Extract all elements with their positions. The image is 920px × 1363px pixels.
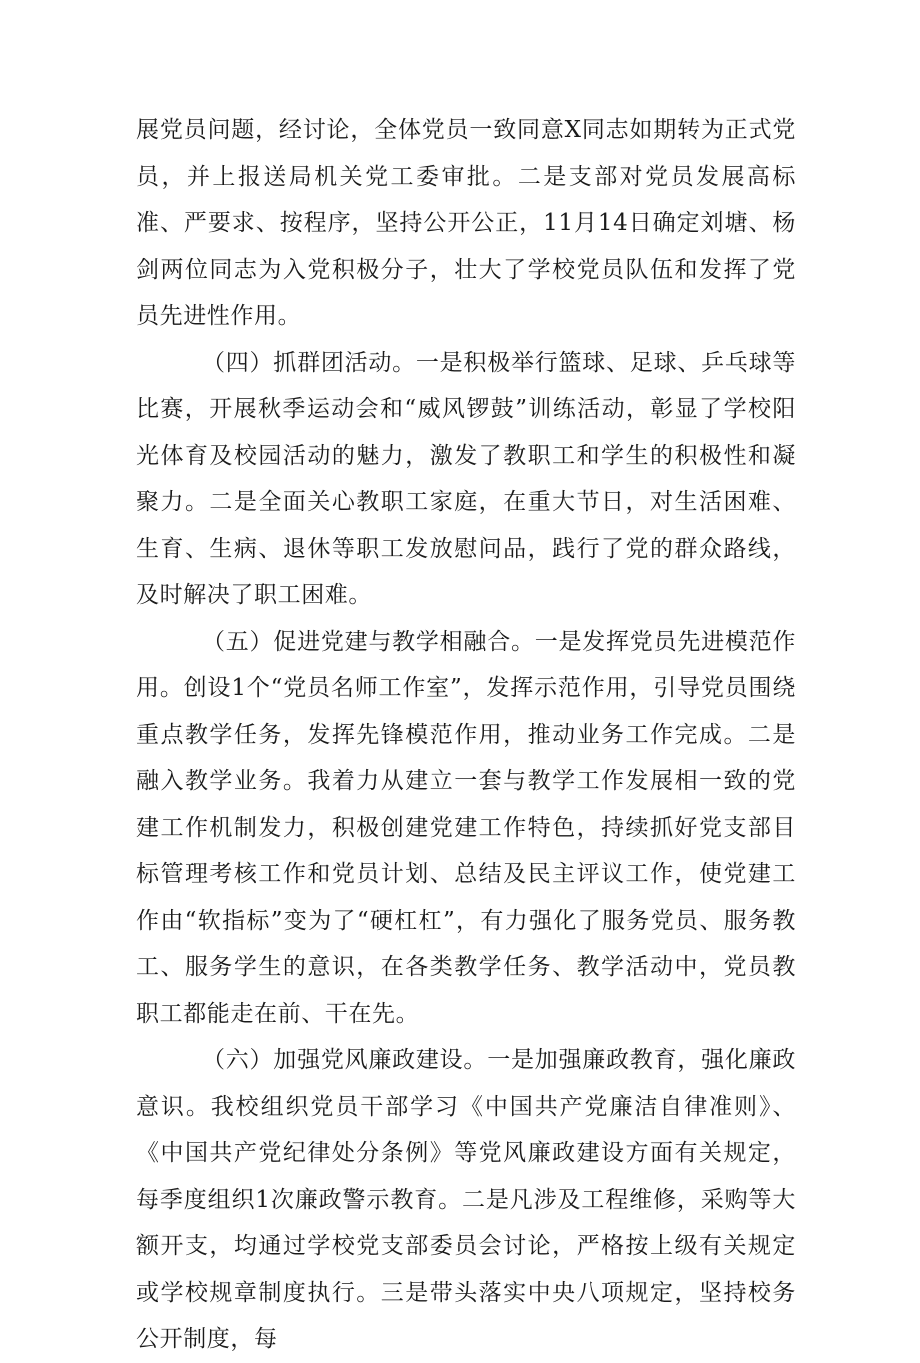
paragraph-continuation: 展党员问题，经讨论，全体党员一致同意X同志如期转为正式党员，并上报送局机关党工委审批。二是支部对党员发展高标准、严要求、按程序，坚持公开公正，11月14日确定刘塘、杨剑两位同志为入党积极分子，壮大了学校党员队伍和发挥了党员先进性作用。 <box>136 117 796 329</box>
document-body <box>136 107 796 1363</box>
paragraph-section-5: （五）促进党建与教学相融合。一是发挥党员先进模范作用。创设1个“党员名师工作室”，发挥示范作用，引导党员围绕重点教学任务，发挥先锋模范作用，推动业务工作完成。二是融入教学业务。我着力从建立一套与教学工作发展相一致的党建工作机制发力，积极创建党建工作特色，持续抓好党支部目标管理考核工作和党员计划、总结及民主评议工作，使党建工作由“软指标”变为了“硬杠杠”，有力强化了服务党员、服务教工、服务学生的意识，在各类教学任务、教学活动中，党员教职工都能走在前、干在先。 <box>136 628 796 1027</box>
paragraph-section-4: （四）抓群团活动。一是积极举行篮球、足球、乒乓球等比赛，开展秋季运动会和“威风锣鼓”训练活动，彰显了学校阳光体育及校园活动的魅力，激发了教职工和学生的积极性和凝聚力。二是全面关心教职工家庭，在重大节日，对生活困难、生育、生病、退休等职工发放慰问品，践行了党的群众路线，及时解决了职工困难。 <box>136 349 796 608</box>
paragraph-section-6: （六）加强党风廉政建设。一是加强廉政教育，强化廉政意识。我校组织党员干部学习《中国共产党廉洁自律准则》、《中国共产党纪律处分条例》等党风廉政建设方面有关规定，每季度组织1次廉政警示教育。二是凡涉及工程维修，采购等大额开支，均通过学校党支部委员会讨论，严格按上级有关规定或学校规章制度执行。三是带头落实中央八项规定，坚持校务公开制度，每 <box>136 1047 796 1352</box>
